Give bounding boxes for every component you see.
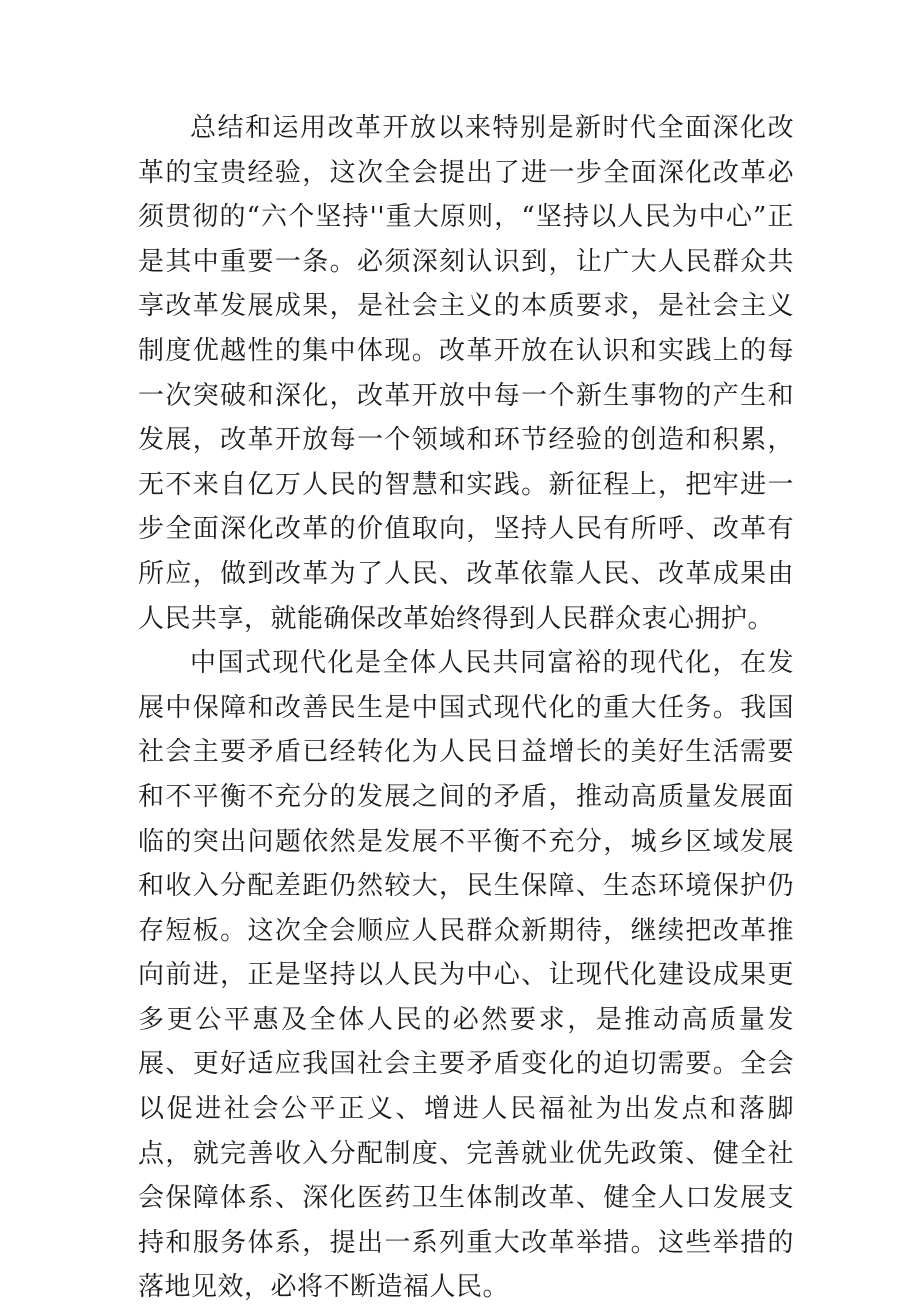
paragraph-1: 总结和运用改革开放以来特别是新时代全面深化改革的宝贵经验，这次全会提出了进一步全面深化改革必须贯彻的“六个坚持''重大原则，“坚持以人民为中心”正是其中重要一条。必须深刻认识到，让广大人民群众共享改革发展成果，是社会主义的本质要求，是社会主义制度优越性的集中体现。改革开放在认识和实践上的每一次突破和深化，改革开放中每一个新生事物的产生和发展，改革开放每一个领域和环节经验的创造和积累，无不来自亿万人民的智慧和实践。新征程上，把牢进一步全面深化改革的价值取向，坚持人民有所呼、改革有所应，做到改革为了人民、改革依靠人民、改革成果由人民共享，就能确保改革始终得到人民群众衷心拥护。	[138, 113, 794, 634]
document-page	[138, 106, 794, 1310]
paragraph-2: 中国式现代化是全体人民共同富裕的现代化，在发展中保障和改善民生是中国式现代化的重大任务。我国社会主要矛盾已经转化为人民日益增长的美好生活需要和不平衡不充分的发展之间的矛盾，推动高质量发展面临的突出问题依然是发展不平衡不充分，城乡区域发展和收入分配差距仍然较大，民生保障、生态环境保护仍存短板。这次全会顺应人民群众新期待，继续把改革推向前进，正是坚持以人民为中心、让现代化建设成果更多更公平惠及全体人民的必然要求，是推动高质量发展、更好适应我国社会主要矛盾变化的迫切需要。全会以促进社会公平正义、增进人民福祉为出发点和落脚点，就完善收入分配制度、完善就业优先政策、健全社会保障体系、深化医药卫生体制改革、健全人口发展支持和服务体系，提出一系列重大改革举措。这些举措的落地见效，必将不断造福人民。	[138, 648, 794, 1303]
